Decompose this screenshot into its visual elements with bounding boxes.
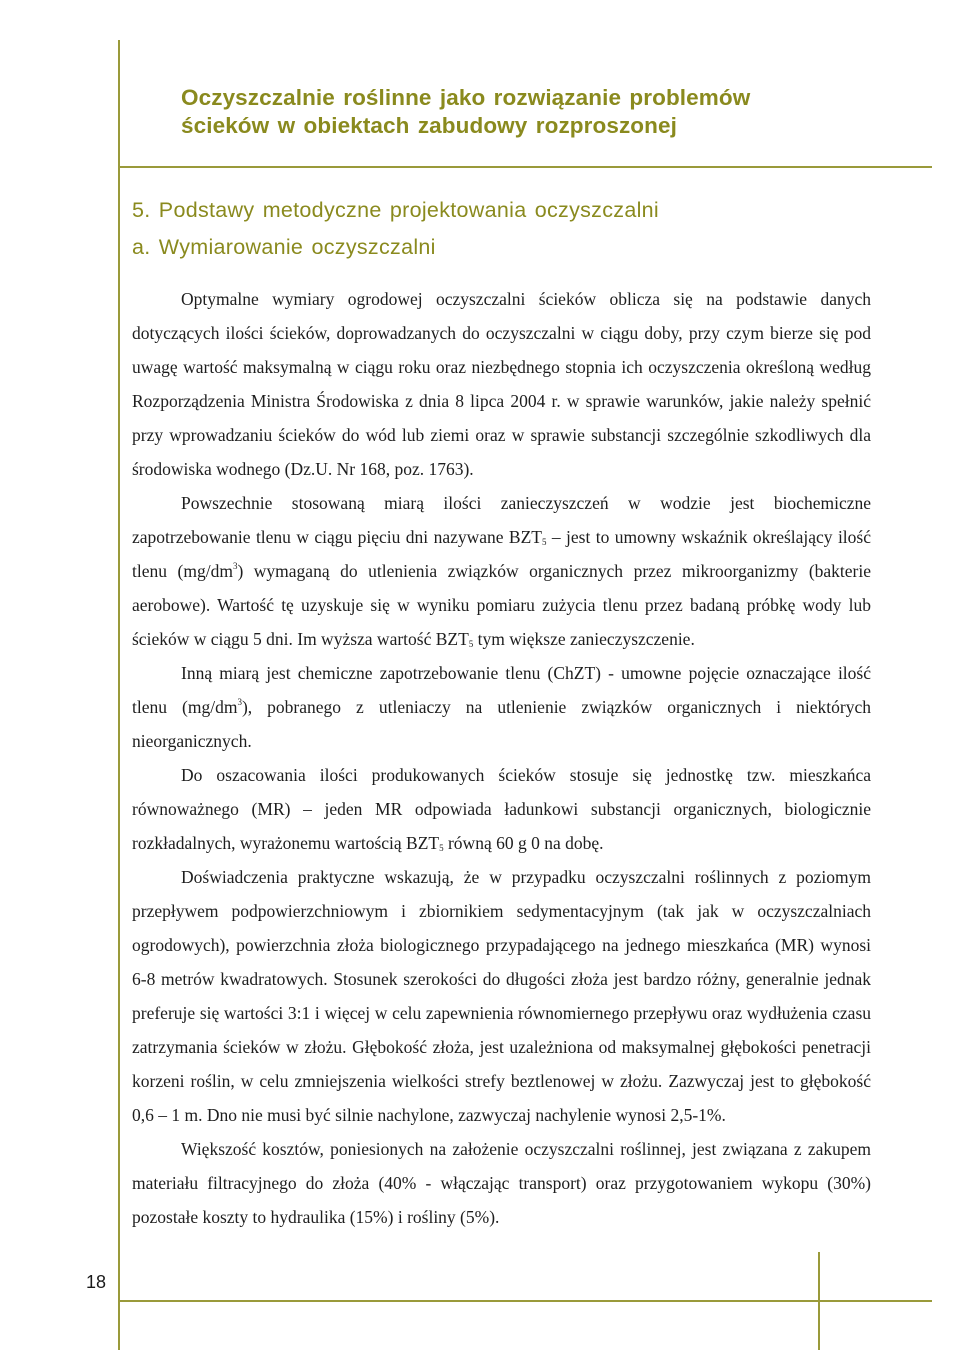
paragraph-3: Inną miarą jest chemiczne zapotrzebowanie tlenu (ChZT) - umowne pojęcie oznaczające ilość tlenu $(mg/dm^3)$, pobranego z utleniaczy na utlenienie związków organicznych i niektórych nieorganicznych. [132,663,871,751]
header-title-line-1: Oczyszczalnie roślinne jako rozwiązanie problemów [181,85,751,110]
footer-corner-rule [818,1252,820,1350]
paragraph-2: Powszechnie stosowaną miarą ilości zanieczyszczeń w wodzie jest biochemiczne zapotrzebowanie tlenu w ciągu pięciu dni nazywane $BZT_5$ – jest to umowny wskaźnik określający ilość tlenu $(mg/dm^3)$ wymaganą do utlenienia związków organicznych przez mikroorganizmy (bakterie aerobowe). Wartość tę uzyskuje się w wyniku pomiaru zużycia tlenu przez badaną próbkę wody lub ścieków w ciągu 5 dni. Im wyższa wartość $BZT_5$ tym większe zanieczyszczenie. [132,493,871,649]
section-subheading: a. Wymiarowanie oczyszczalni [132,235,436,259]
page-number: 18 [86,1272,107,1292]
document-header-title [181,84,901,140]
paragraph-5: Doświadczenia praktyczne wskazują, że w przypadku oczyszczalni roślinnych z poziomym przepływem podpowierzchniowym i zbiornikiem sedymentacyjnym (tak jak w oczyszczalniach ogrodowych), powierzchnia złoża biologicznego przypadającego na jednego mieszkańca (MR) wynosi 6-8 metrów kwadratowych. Stosunek szerokości do długości złoża jest bardzo różny, generalnie jednak preferuje się wartości 3:1 i więcej w celu zapewnienia równomiernego przepływu oraz wydłużenia czasu zatrzymania ścieków w złożu. Głębokość złoża, jest uzależniona od maksymalnej głębokości penetracji korzeni roślin, w celu zmniejszenia wielkości strefy beztlenowej w złożu. Zazwyczaj jest to głębokość 0,6 – 1 m. Dno nie musi być silnie nachylone, zazwyczaj nachylenie wynosi 2,5-1%. [132,867,871,1125]
left-margin-rule [118,40,120,1350]
header-title-line-2: ścieków w obiektach zabudowy rozproszonej [181,113,677,138]
paragraph-4: Do oszacowania ilości produkowanych ścieków stosuje się jednostkę tzw. mieszkańca równoważnego (MR) – jeden MR odpowiada ładunkowi substancji organicznych, biologicznie rozkładalnych, wyrażonemu wartością $BZT_5$ równą 60 g 0 na dobę. [132,765,871,853]
section-heading: 5. Podstawy metodyczne projektowania oczyszczalni [132,198,659,222]
body-text [132,282,871,1234]
header-divider [120,166,932,168]
paragraph-1: Optymalne wymiary ogrodowej oczyszczalni ścieków oblicza się na podstawie danych dotyczących ilości ścieków, doprowadzanych do oczyszczalni w ciągu doby, przy czym bierze się pod uwagę wartość maksymalną w ciągu roku oraz niezbędnego stopnia ich oczyszczenia określoną według Rozporządzenia Ministra Środowiska z dnia 8 lipca 2004 r. w sprawie warunków, jakie należy spełnić przy wprowadzaniu ścieków do wód lub ziemi oraz w sprawie substancji szczególnie szkodliwych dla środowiska wodnego (Dz.U. Nr 168, poz. 1763). [132,289,871,479]
footer-divider [120,1300,932,1302]
paragraph-6: Większość kosztów, poniesionych na założenie oczyszczalni roślinnej, jest związana z zakupem materiału filtracyjnego do złoża (40% - włączając transport) oraz przygotowaniem wykopu (30%) pozostałe koszty to hydraulika (15%) i rośliny (5%). [132,1139,871,1227]
